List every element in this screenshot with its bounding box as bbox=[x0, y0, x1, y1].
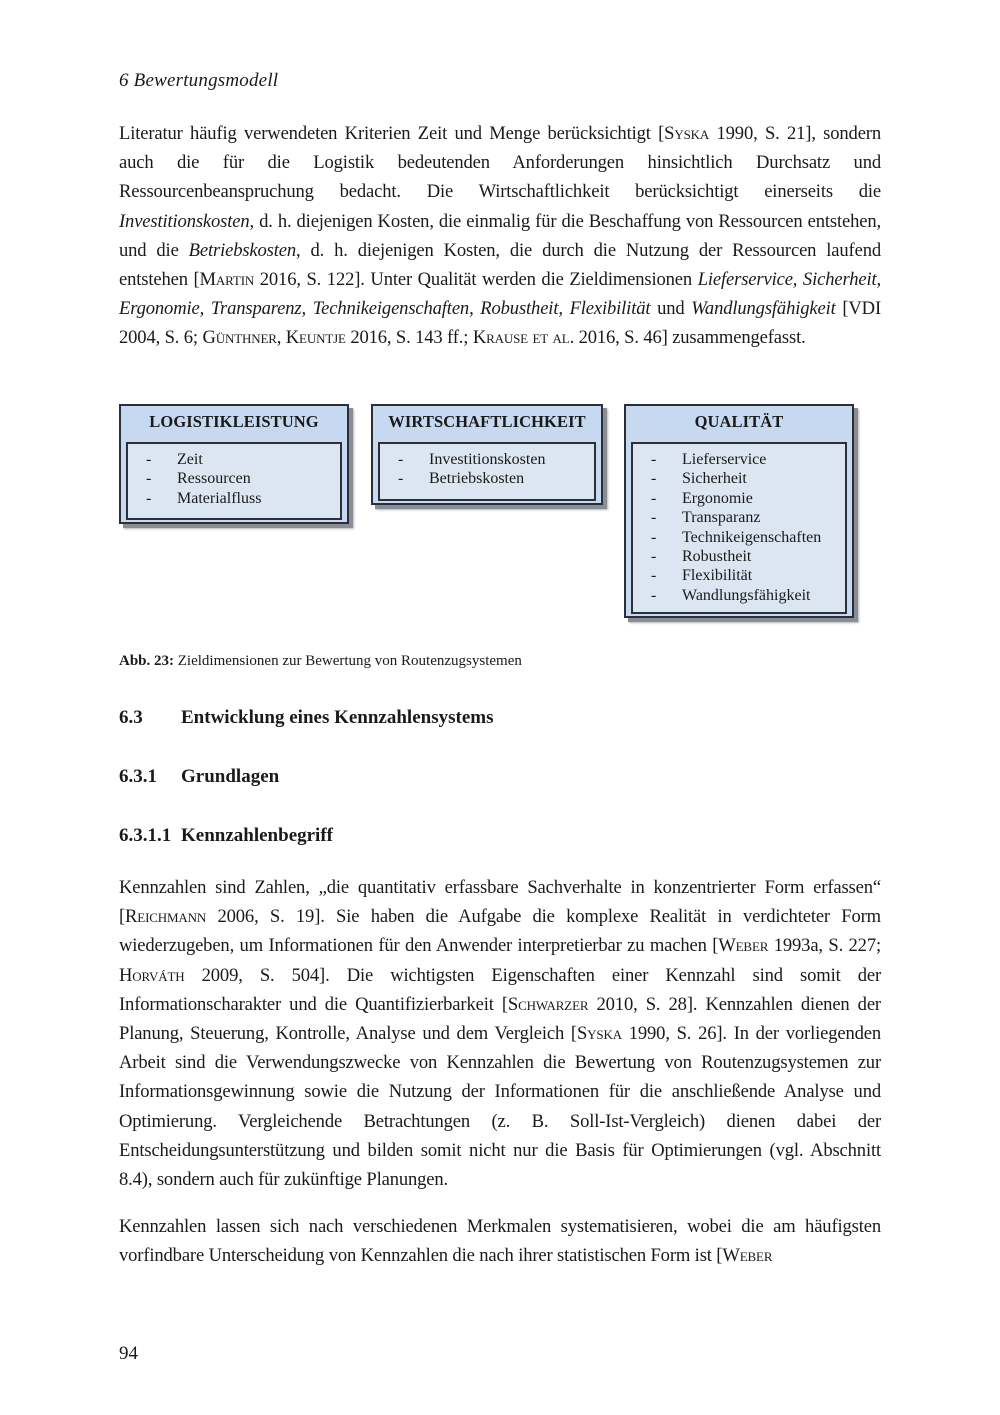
dash-bullet-icon: - bbox=[398, 470, 404, 488]
figure-caption bbox=[119, 653, 522, 670]
box-list bbox=[380, 444, 594, 489]
dash-bullet-icon: - bbox=[651, 528, 657, 546]
box-list-item bbox=[633, 566, 845, 585]
citation-author: Syska bbox=[664, 123, 710, 144]
box-list-item-label: Flexibilität bbox=[682, 567, 753, 585]
citation-author: Horváth bbox=[119, 964, 185, 986]
text-run: Kennzahlen sind Zahlen, „die quantitativ erfassbare Sachverhalte in konzentrierter Form erfassen“ [ bbox=[119, 877, 881, 928]
box-list-item-label: Technikeigenschaften bbox=[682, 528, 822, 546]
body-paragraph-2 bbox=[119, 873, 881, 1194]
box-list-container bbox=[378, 442, 596, 501]
box-title: WIRTSCHAFTLICHKEIT bbox=[388, 412, 586, 431]
box-list-item bbox=[380, 469, 594, 488]
dash-bullet-icon: - bbox=[651, 470, 657, 488]
box-list-item-label: Zeit bbox=[177, 451, 203, 468]
dash-bullet-icon: - bbox=[651, 509, 657, 527]
heading-number: 6.3.1.1 bbox=[119, 825, 172, 846]
dash-bullet-icon: - bbox=[651, 586, 657, 604]
box-title: LOGISTIKLEISTUNG bbox=[149, 412, 319, 431]
section-heading-6-3-1 bbox=[119, 766, 279, 788]
heading-title: Kennzahlenbegriff bbox=[181, 825, 333, 846]
text-run: 2010, S. 28]. Kennzahlen dienen der Planung, Steuerung, Kontrolle, Analyse und dem Vergleich [ bbox=[119, 993, 881, 1045]
box-list-item-label: Investitionskosten bbox=[429, 451, 546, 468]
box-list-item-label: Robustheit bbox=[682, 548, 752, 566]
heading-title: Entwicklung eines Kennzahlensystems bbox=[181, 707, 494, 728]
box-list-item bbox=[128, 450, 340, 469]
italic-term: Investitionskosten bbox=[119, 210, 250, 232]
page-number: 94 bbox=[119, 1343, 138, 1364]
text-run: [VDI 2004, S. 6; bbox=[119, 298, 881, 349]
text-run: , bbox=[276, 327, 286, 349]
citation-author: Keuntje bbox=[285, 327, 346, 349]
italic-term: Lieferservice, Sicherheit, Ergonomie, Transparenz, Technikeigenschaften, Robustheit, Flexibilität bbox=[119, 269, 881, 320]
text-run: Literatur häufig verwendeten Kriterien Zeit und Menge berücksichtigt [ bbox=[119, 123, 665, 144]
text-run: 1990, S. 21], sondern auch die für die Logistik bedeutenden Anforderungen hinsichtlich Durchsatz und Ressourcenbeanspruchung bedacht. Die Wirtschaftlichkeit berücksichtigt einerseits die bbox=[119, 123, 881, 203]
box-qualitaet bbox=[624, 404, 854, 618]
citation-author: Martin bbox=[199, 269, 255, 291]
box-list-item bbox=[633, 508, 845, 527]
box-logistikleistung bbox=[119, 404, 349, 524]
citation-author: Reichmann bbox=[125, 906, 207, 928]
running-header: 6 Bewertungsmodell bbox=[119, 70, 279, 91]
italic-term: Wandlungsfähigkeit bbox=[691, 298, 836, 320]
text-run: 2016, S. 143 ff.; bbox=[345, 327, 473, 349]
text-run: 2009, S. 504]. Die wichtigsten Eigenschaften einer Kennzahl sind somit der Informationscharakter und die Quantifizierbarkeit [ bbox=[119, 964, 881, 1015]
text-run: 1993a, S. 227; bbox=[768, 935, 881, 957]
italic-term: Betriebskosten bbox=[188, 239, 297, 261]
box-list-item-label: Lieferservice bbox=[682, 451, 767, 468]
text-run: Kennzahlen lassen sich nach verschiedenen Merkmalen systematisieren, wobei die am häufigsten vorfindbare Unterscheidung von Kennzahlen die nach ihrer statistischen Form ist [ bbox=[119, 1216, 881, 1267]
heading-number: 6.3 bbox=[119, 707, 143, 728]
citation-author: Weber bbox=[718, 935, 769, 957]
box-list-container bbox=[126, 442, 342, 520]
box-list-item bbox=[633, 547, 845, 566]
box-list-item bbox=[633, 586, 845, 605]
citation-author: Günthner bbox=[202, 327, 277, 349]
body-paragraph-1 bbox=[119, 119, 881, 353]
dash-bullet-icon: - bbox=[146, 489, 152, 507]
caption-text: Zieldimensionen zur Bewertung von Routenzugsystemen bbox=[174, 653, 522, 669]
box-list-item bbox=[633, 489, 845, 508]
box-list-item-label: Ressourcen bbox=[177, 470, 251, 488]
dash-bullet-icon: - bbox=[398, 451, 404, 468]
box-list-item-label: Sicherheit bbox=[682, 470, 747, 488]
text-run: , d. h. diejenigen Kosten, die einmalig für die Beschaffung von Ressourcen entstehen, und die bbox=[119, 210, 881, 261]
text-run: und bbox=[650, 298, 692, 320]
box-list-item bbox=[633, 528, 845, 547]
body-paragraph-3 bbox=[119, 1212, 881, 1270]
citation-author: Syska bbox=[576, 1023, 622, 1045]
box-list bbox=[128, 444, 340, 508]
box-list-item-label: Materialfluss bbox=[177, 489, 262, 507]
caption-label: Abb. 23: bbox=[119, 653, 175, 669]
box-list-item bbox=[380, 450, 594, 469]
citation-author: Weber bbox=[722, 1245, 773, 1267]
text-run: 2006, S. 19]. Sie haben die Aufgabe die komplexe Realität in verdichteter Form wiederzugeben, um Informationen für den Anwender interpretierbar zu machen [ bbox=[119, 906, 881, 957]
heading-number: 6.3.1 bbox=[119, 766, 157, 787]
box-title: QUALITÄT bbox=[694, 412, 784, 431]
dash-bullet-icon: - bbox=[651, 548, 657, 566]
dash-bullet-icon: - bbox=[651, 567, 657, 585]
box-list-item-label: Transparanz bbox=[682, 509, 761, 527]
box-list-item bbox=[128, 469, 340, 488]
box-wirtschaftlichkeit bbox=[371, 404, 603, 505]
box-list-item bbox=[633, 469, 845, 488]
dash-bullet-icon: - bbox=[651, 451, 657, 468]
dash-bullet-icon: - bbox=[146, 451, 152, 468]
dash-bullet-icon: - bbox=[651, 489, 657, 507]
box-list-item bbox=[128, 489, 340, 508]
citation-author: Schwarzer bbox=[507, 993, 589, 1015]
section-heading-6-3 bbox=[119, 707, 493, 729]
text-run: 1990, S. 26]. In der vorliegenden Arbeit sind die Verwendungszwecke von Kennzahlen die Bewertung von Routenzugsystemen zur Informationsgewinnung sowie die Nutzung der Informationen für die anschließende Analyse und Optimierung. Vergleichende Betrachtungen (z. B. Soll-Ist-Vergleich) dienen dabei der Entscheidungsunterstützung und bilden somit nicht nur die Basis für Optimierungen (vgl. Abschnitt 8.4), sondern auch für zukünftige Planungen. bbox=[119, 1023, 881, 1191]
text-run: 2016, S. 46] zusammengefasst. bbox=[574, 327, 806, 349]
box-list-item-label: Betriebskosten bbox=[429, 470, 525, 488]
box-list-item bbox=[633, 450, 845, 469]
dash-bullet-icon: - bbox=[146, 470, 152, 488]
box-list bbox=[633, 444, 845, 605]
text-run: , d. h. diejenigen Kosten, die durch die Nutzung der Ressourcen laufend entstehen [ bbox=[119, 239, 881, 291]
text-run: 2016, S. 122]. Unter Qualität werden die Zieldimensionen bbox=[254, 269, 698, 291]
box-list-item-label: Wandlungsfähigkeit bbox=[682, 586, 811, 604]
box-list-container bbox=[631, 442, 847, 614]
section-heading-6-3-1-1 bbox=[119, 825, 333, 847]
box-list-item-label: Ergonomie bbox=[682, 489, 753, 507]
citation-author: Krause et al. bbox=[472, 327, 575, 349]
heading-title: Grundlagen bbox=[181, 766, 280, 787]
